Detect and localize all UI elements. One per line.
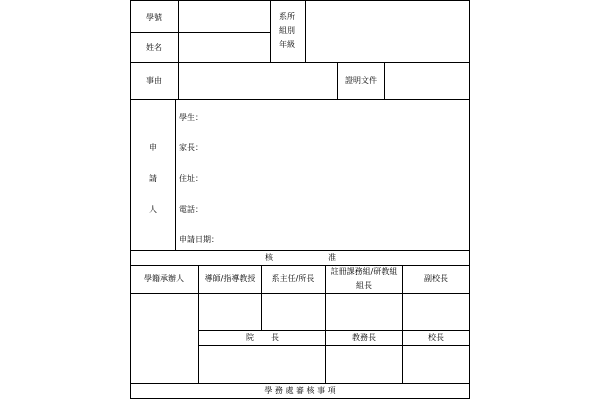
department-label: 系所 <box>279 12 295 21</box>
col-divider-proof-left <box>337 62 338 99</box>
row-divider-footer-top <box>130 383 470 384</box>
col-divider-dept-right <box>305 0 306 62</box>
applicant-char-1: 申 <box>149 143 157 152</box>
row-divider-approver-titles-bottom <box>130 293 470 294</box>
approval-header-right: 准 <box>328 253 336 262</box>
row-divider-id-name <box>130 32 270 33</box>
col-divider-registry <box>402 265 403 383</box>
row-divider-approval-header <box>130 250 470 251</box>
application-date-label: 申請日期： <box>179 235 219 244</box>
dean-label-left: 院 <box>246 333 254 342</box>
col-divider-applicant <box>175 99 176 250</box>
col-divider-advisor <box>261 265 262 330</box>
phone-field-label: 電話： <box>179 205 203 214</box>
reason-label: 事由 <box>146 76 162 85</box>
col-divider-dept-left <box>270 0 271 62</box>
registry-section-chief-label: 組長 <box>356 281 372 290</box>
registrar-label: 學籍承辦人 <box>144 274 184 283</box>
registry-section-label: 註冊課務組/研教組 <box>330 267 398 276</box>
row-divider-reason-top <box>130 62 470 63</box>
form-border-top <box>130 0 470 1</box>
chair-label: 系主任/所長 <box>271 274 315 283</box>
row-divider-approver-titles-top <box>130 265 470 266</box>
col-divider-registrar <box>198 265 199 383</box>
student-id-label: 學號 <box>146 13 162 22</box>
vice-president-label: 副校長 <box>424 274 448 283</box>
row-divider-applicant-top <box>130 99 470 100</box>
col-divider-proof-right <box>384 62 385 99</box>
row-divider-signature-row <box>198 330 470 331</box>
student-affairs-review-label: 學 務 處 審 核 事 項 <box>264 386 336 395</box>
name-label: 姓名 <box>146 43 162 52</box>
col-divider-chair <box>325 265 326 383</box>
president-label: 校長 <box>428 333 444 342</box>
parent-field-label: 家長： <box>179 143 203 152</box>
group-label: 組別 <box>279 26 295 35</box>
approval-header-left: 核 <box>265 253 273 262</box>
proof-document-label: 證明文件 <box>345 76 377 85</box>
form-border-right <box>469 0 470 399</box>
address-field-label: 住址： <box>179 174 203 183</box>
applicant-char-2: 請 <box>149 174 157 183</box>
col-divider-labels <box>178 0 179 99</box>
applicant-char-3: 人 <box>149 205 157 214</box>
grade-label: 年級 <box>279 40 295 49</box>
form-border-bottom <box>130 398 470 399</box>
form-border-left <box>130 0 131 399</box>
dean-label-right: 長 <box>271 333 279 342</box>
row-divider-dean-row <box>198 345 470 346</box>
student-field-label: 學生： <box>179 113 203 122</box>
academic-dean-label: 教務長 <box>352 333 376 342</box>
advisor-label: 導師/指導教授 <box>204 274 256 283</box>
